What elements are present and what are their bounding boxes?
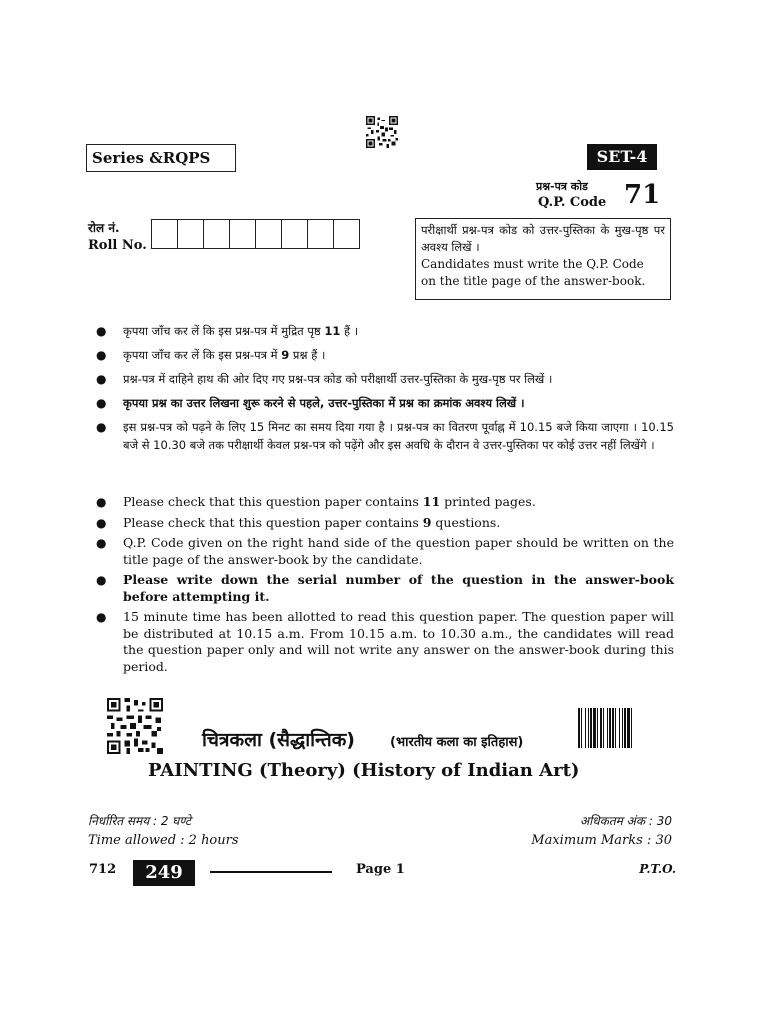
barcode-bar [593, 708, 596, 748]
instruction-text: 9 [281, 348, 290, 362]
barcode-bar [615, 708, 616, 748]
maximum-marks-hindi: अधिकतम अंक : 30 [579, 814, 672, 828]
time-allowed: Time allowed : 2 hours [88, 833, 239, 848]
instruction-text: हैं । [340, 324, 359, 338]
barcode-bar [578, 708, 580, 748]
instruction-item [96, 494, 674, 511]
barcode-bar [581, 708, 582, 748]
pto-label: P.T.O. [639, 862, 676, 876]
paper-code-badge: 249 [133, 860, 195, 886]
notice-text-hindi: परीक्षार्थी प्रश्न-पत्र कोड को उत्तर-पुस्तिका के मुख-पृष्ठ पर अवश्य लिखें । [421, 223, 665, 254]
instruction-item [96, 515, 674, 532]
instruction-text: Please check that this question paper contains [123, 494, 423, 509]
instruction-text: printed pages. [440, 494, 536, 509]
set-badge: SET-4 [587, 144, 657, 170]
barcode-bar [631, 708, 632, 748]
page-number: Page 1 [356, 862, 405, 877]
instructions-english [96, 494, 674, 679]
instruction-text: Please write down the serial number of the question in the answer-book before attempting it. [123, 572, 674, 604]
instruction-item [96, 346, 674, 364]
bullet-icon: ● [96, 396, 107, 410]
roll-number-boxes[interactable] [151, 219, 360, 249]
qp-code-label: Q.P. Code [538, 195, 607, 210]
barcode-bar [624, 708, 626, 748]
notice-text-line-1: Candidates must write the Q.P. Code [421, 257, 644, 271]
instruction-text: 11 [422, 494, 441, 509]
roll-number-box[interactable] [256, 220, 282, 248]
notice-text-line-2: on the title page of the answer-book. [421, 274, 646, 288]
barcode-bar [612, 708, 614, 748]
instruction-item [96, 370, 674, 388]
maximum-marks: Maximum Marks : 30 [531, 833, 672, 848]
instruction-text: कृपया जाँच कर लें कि इस प्रश्न-पत्र में मुद्रित पृष्ठ [123, 324, 325, 338]
roll-number-box[interactable] [152, 220, 178, 248]
barcode-bar [619, 708, 620, 748]
roll-number-box[interactable] [308, 220, 334, 248]
instruction-text: 15 minute time has been allotted to read this question paper. The question paper will be distributed at 10.15 a.m. From 10.15 a.m. to 10.30 a.m., the candidates will read the question paper only and will not write any answer on the answer-book during this period. [123, 609, 674, 674]
instruction-text: Q.P. Code given on the right hand side of the question paper should be written on the title page of the answer-book by the candidate. [123, 535, 674, 567]
instructions-hindi [96, 322, 674, 460]
barcode-bar [609, 708, 611, 748]
bullet-icon: ● [96, 372, 107, 386]
instruction-text: Please check that this question paper contains [123, 514, 423, 530]
qp-code-notice [415, 218, 671, 300]
instruction-text: प्रश्न हैं । [289, 348, 326, 362]
subject-code: 712 [89, 862, 117, 877]
barcode-icon [578, 708, 664, 748]
barcode-bar [627, 708, 630, 748]
instruction-text: प्रश्न-पत्र में दाहिने हाथ की ओर दिए गए प्रश्न-पत्र कोड को परीक्षार्थी उत्तर-पुस्तिका के मुख-पृष्ठ पर लिखें । [123, 372, 553, 386]
instruction-text: 11 [324, 324, 341, 338]
subject-title: PAINTING (Theory) (History of Indian Art) [148, 760, 580, 781]
bullet-icon: ● [96, 324, 107, 338]
instruction-item [96, 535, 674, 568]
roll-number-box[interactable] [204, 220, 230, 248]
bullet-icon: ● [96, 573, 107, 587]
instruction-text: questions. [431, 514, 501, 530]
instruction-item [96, 322, 674, 340]
roll-label: Roll No. [88, 238, 147, 253]
barcode-bar [603, 708, 604, 748]
instruction-item [96, 572, 674, 605]
instruction-text: कृपया जाँच कर लें कि इस प्रश्न-पत्र में [123, 348, 282, 362]
bullet-icon: ● [96, 348, 107, 362]
bullet-icon: ● [96, 420, 107, 434]
subject-title-hindi: चित्रकला (सैद्धान्तिक) [202, 729, 355, 751]
instruction-item [96, 418, 674, 454]
roll-number-box[interactable] [178, 220, 204, 248]
instruction-text: कृपया प्रश्न का उत्तर लिखना शुरू करने से पहले, उत्तर-पुस्तिका में प्रश्न का क्रमांक अवश्य लिखें । [123, 396, 525, 410]
barcode-bar [588, 708, 589, 748]
bullet-icon: ● [96, 515, 107, 530]
qr-code-icon [106, 698, 164, 754]
footer-divider [210, 871, 332, 873]
time-allowed-hindi: निर्धारित समय : 2 घण्टे [88, 814, 192, 828]
barcode-bar [597, 708, 598, 748]
series-label: Series &RQPS [86, 144, 236, 172]
roll-number-box[interactable] [230, 220, 256, 248]
bullet-icon: ● [96, 610, 107, 624]
qp-code-label-hindi: प्रश्न-पत्र कोड [536, 180, 588, 193]
subject-subtitle-hindi: (भारतीय कला का इतिहास) [390, 735, 524, 750]
qr-code-icon [366, 116, 398, 148]
qp-code-value: 71 [624, 180, 661, 210]
roll-number-box[interactable] [282, 220, 308, 248]
instruction-item [96, 394, 674, 412]
barcode-bar [585, 708, 586, 748]
barcode-bar [600, 708, 602, 748]
instruction-text: 9 [422, 514, 432, 530]
barcode-bar [622, 708, 623, 748]
bullet-icon: ● [96, 536, 107, 550]
barcode-bar [607, 708, 608, 748]
barcode-bar [590, 708, 592, 748]
bullet-icon: ● [96, 495, 107, 509]
roll-number-box[interactable] [334, 220, 360, 248]
roll-label-hindi: रोल नं. [88, 221, 120, 235]
instruction-text: इस प्रश्न-पत्र को पढ़ने के लिए 15 मिनट का समय दिया गया है । प्रश्न-पत्र का वितरण पूर्वाह्न में 10.15 बजे किया जाएगा । 10.15 बजे से 10.30 बजे तक परीक्षार्थी केवल प्रश्न-पत्र को पढ़ेंगे और इस अवधि के दौरान वे उत्तर-पुस्तिका पर कोई उत्तर नहीं लिखेंगे । [123, 420, 674, 452]
instruction-item [96, 609, 674, 675]
